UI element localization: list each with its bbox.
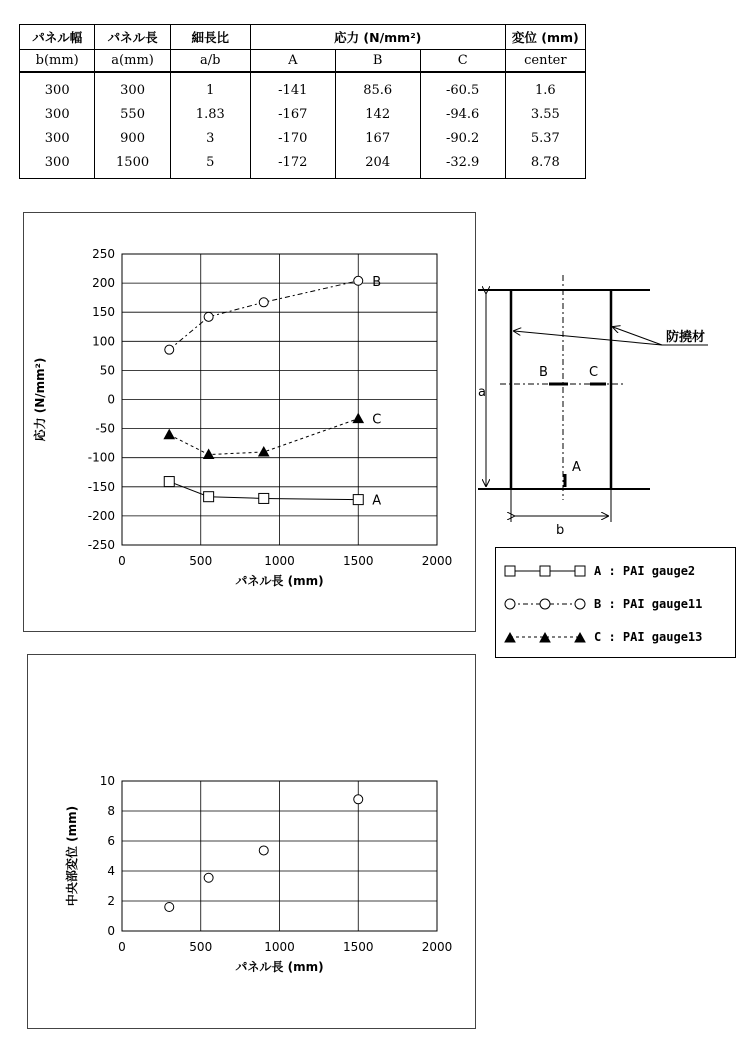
y-tick-label: 250: [92, 247, 115, 261]
subheader: C: [420, 50, 505, 73]
table-cell: 1: [170, 72, 250, 102]
table-cell: -90.2: [420, 126, 505, 150]
series-label-A: A: [372, 493, 382, 509]
table-cell: 300: [95, 72, 170, 102]
y-tick-label: 0: [107, 924, 115, 938]
header-stress: 応力 (N/mm²): [250, 25, 505, 50]
table-cell: 204: [335, 150, 420, 179]
y-tick-label: 10: [99, 774, 115, 788]
table-cell: 3: [170, 126, 250, 150]
series-label-C: C: [372, 412, 382, 428]
table-cell: -141: [250, 72, 335, 102]
table-cell: 3.55: [505, 102, 585, 126]
x-tick-label: 0: [118, 940, 126, 954]
table-cell: 5: [170, 150, 250, 179]
x-tick-label: 1000: [264, 940, 295, 954]
legend-label-C: C : PAI gauge13: [594, 630, 703, 644]
y-tick-label: -200: [87, 508, 115, 523]
y-axis-label: 中央部変位 (mm): [65, 805, 79, 907]
table-cell: -167: [250, 102, 335, 126]
y-tick-label: -150: [87, 479, 115, 494]
table-cell: -170: [250, 126, 335, 150]
table-cell: -32.9: [420, 150, 505, 179]
data-point-center: [354, 795, 363, 804]
x-tick-label: 500: [189, 554, 213, 568]
header-panel-length: パネル長: [95, 25, 170, 50]
table-cell: 300: [20, 150, 95, 179]
x-tick-label: 0: [118, 554, 126, 568]
table-cell: 167: [335, 126, 420, 150]
data-point-center: [165, 903, 174, 912]
label-b: b: [556, 523, 565, 538]
y-tick-label: 50: [99, 363, 115, 378]
subheader: a/b: [170, 50, 250, 73]
table-cell: 1.83: [170, 102, 250, 126]
y-tick-label: 0: [107, 392, 115, 407]
table-cell: 300: [20, 102, 95, 126]
subheader: a(mm): [95, 50, 170, 73]
y-tick-label: 4: [107, 864, 115, 878]
table-cell: 142: [335, 102, 420, 126]
table-cell: 8.78: [505, 150, 585, 179]
x-tick-label: 1000: [264, 554, 295, 568]
label-point-C: C: [589, 365, 599, 380]
x-tick-label: 500: [189, 940, 213, 954]
header-panel-width: パネル幅: [20, 25, 95, 50]
table-cell: 1.6: [505, 72, 585, 102]
x-tick-label: 1500: [342, 554, 374, 568]
table-cell: -94.6: [420, 102, 505, 126]
table-cell: -60.5: [420, 72, 505, 102]
table-cell: -172: [250, 150, 335, 179]
fender-label: 防撓材: [666, 330, 706, 345]
x-axis-label: パネル長 (mm): [235, 960, 324, 974]
legend-label-A: A : PAI gauge2: [594, 564, 696, 578]
table-cell: 550: [95, 102, 170, 126]
data-point-center: [259, 846, 268, 855]
y-tick-label: -50: [95, 421, 115, 436]
subheader: B: [335, 50, 420, 73]
subheader: center: [505, 50, 585, 73]
y-tick-label: 100: [92, 334, 115, 349]
y-tick-label: 150: [92, 305, 115, 320]
y-tick-label: -250: [87, 538, 115, 552]
table-cell: 300: [20, 72, 95, 102]
y-tick-label: -100: [87, 450, 115, 465]
x-axis-label: パネル長 (mm): [235, 574, 324, 588]
label-a: a: [478, 385, 486, 400]
data-point-center: [204, 873, 213, 882]
y-tick-label: 2: [107, 894, 115, 908]
x-tick-label: 2000: [421, 554, 453, 568]
table-cell: 1500: [95, 150, 170, 179]
subheader: b(mm): [20, 50, 95, 73]
table-cell: 5.37: [505, 126, 585, 150]
x-tick-label: 2000: [421, 940, 453, 954]
y-tick-label: 6: [107, 834, 115, 848]
table-cell: 900: [95, 126, 170, 150]
x-tick-label: 1500: [342, 940, 374, 954]
legend-label-B: B : PAI gauge11: [594, 597, 703, 611]
label-point-A: A: [572, 460, 581, 475]
header-slenderness: 細長比: [170, 25, 250, 50]
table-cell: 300: [20, 126, 95, 150]
table-cell: 85.6: [335, 72, 420, 102]
y-tick-label: 200: [92, 276, 115, 291]
label-point-B: B: [539, 365, 548, 380]
subheader: A: [250, 50, 335, 73]
header-displacement: 変位 (mm): [505, 25, 585, 50]
y-axis-label: 応力 (N/mm²): [33, 357, 47, 442]
y-tick-label: 8: [107, 804, 115, 818]
series-label-B: B: [372, 274, 382, 290]
